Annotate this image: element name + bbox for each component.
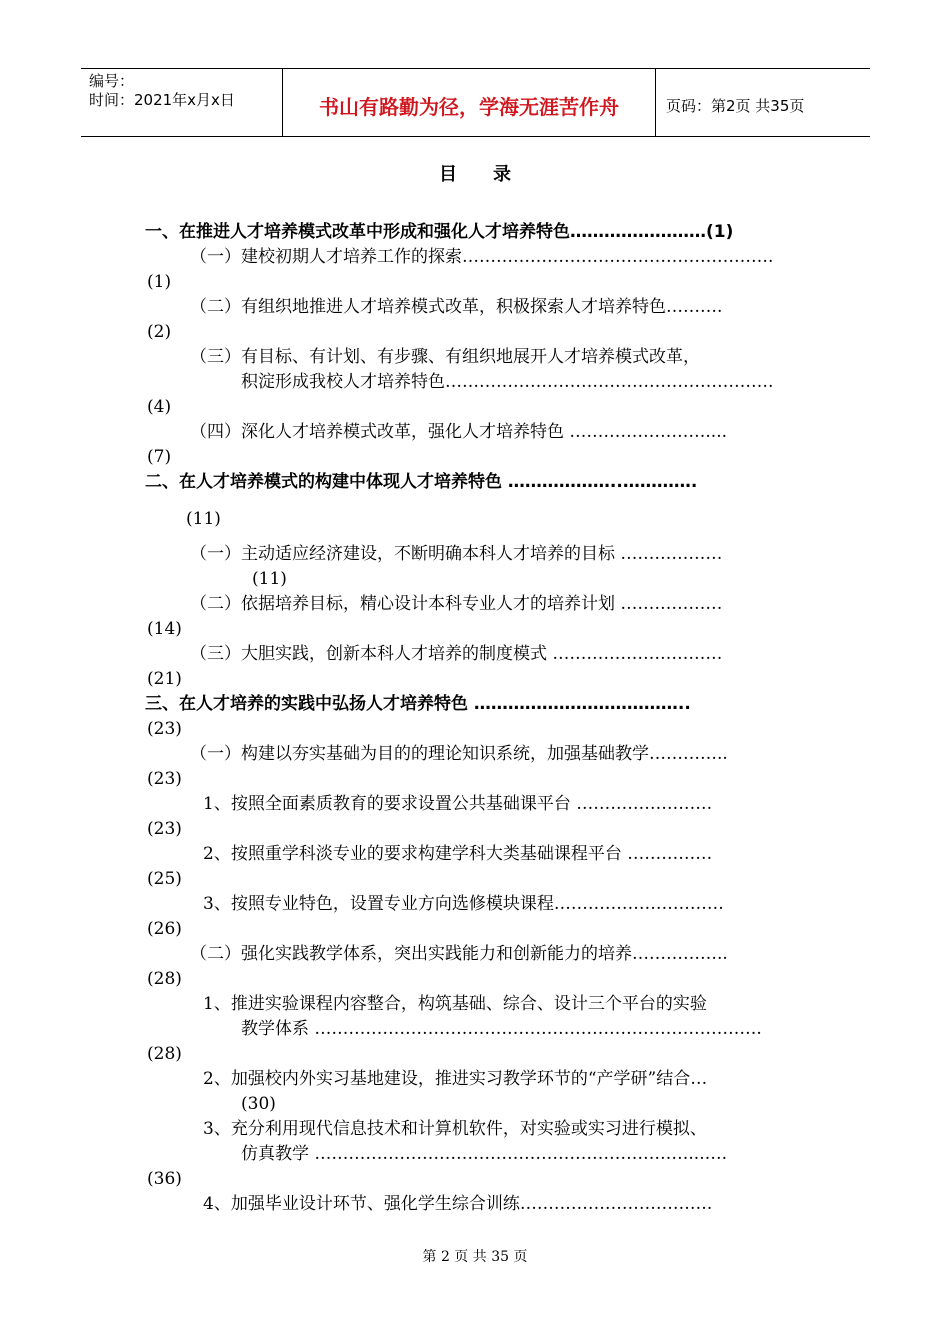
toc-entry: 1、按照全面素质教育的要求设置公共基础课平台 …………………… — [203, 794, 713, 814]
toc-entry: （一）构建以夯实基础为目的的理论知识系统，加强基础教学………….. — [190, 744, 728, 764]
toc-page-number: (25) — [147, 869, 182, 889]
toc-page-number: (23) — [147, 819, 182, 839]
toc-entry: 三、在人才培养的实践中弘扬人才培养特色 ……………………………….. — [145, 694, 691, 714]
toc-entry: （一）主动适应经济建设，不断明确本科人才培养的目标 ……………… — [190, 544, 723, 564]
toc-entry: （二）强化实践教学体系，突出实践能力和创新能力的培养…………….. — [190, 944, 728, 964]
document-number-label: 编号： — [89, 72, 135, 90]
header-page-cell — [656, 69, 870, 136]
toc-page-number: (26) — [147, 919, 182, 939]
toc-page-number: (11) — [252, 569, 287, 589]
toc-entry: （三）有目标、有计划、有步骤、有组织地展开人才培养模式改革， — [190, 347, 700, 367]
toc-entry: 教学体系 ……………………………………………………………………. — [241, 1019, 762, 1039]
toc-page-number: (4) — [147, 397, 172, 417]
toc-entry: 2、按照重学科淡专业的要求构建学科大类基础课程平台 …………… — [203, 844, 713, 864]
toc-title: 目 录 — [439, 164, 511, 185]
header-meta-cell — [81, 69, 283, 136]
toc-entry: （三）大胆实践，创新本科人才培养的制度模式 ………………………… — [190, 644, 723, 664]
toc-entry: 3、按照专业特色，设置专业方向选修模块课程………………………… — [203, 894, 724, 914]
toc-page-number: (36) — [147, 1169, 182, 1189]
toc-entry: 二、在人才培养模式的构建中体现人才培养特色 ………………..…………. — [145, 472, 698, 492]
toc-page-number: (28) — [147, 1044, 182, 1064]
toc-page-number: (7) — [147, 447, 172, 467]
toc-page-number: (28) — [147, 969, 182, 989]
document-time-label: 时间：2021年x月x日 — [89, 91, 235, 109]
page-footer: 第 2 页 共 35 页 — [422, 1249, 528, 1265]
toc-entry: （一）建校初期人才培养工作的探索………………………………………………. — [190, 247, 774, 267]
toc-page-number: (1) — [147, 272, 172, 292]
toc-entry: （四）深化人才培养模式改革，强化人才培养特色 …………………….... — [190, 422, 728, 442]
toc-entry: 2、加强校内外实习基地建设，推进实习教学环节的“产学研”结合… — [203, 1069, 708, 1089]
toc-entry: 仿真教学 …………………………………………………………...…. — [241, 1144, 728, 1164]
toc-entry: （二）依据培养目标，精心设计本科专业人才的培养计划 ……………… — [190, 594, 723, 614]
toc-page-number: (2) — [147, 322, 172, 342]
toc-entry: （二）有组织地推进人才培养模式改革，积极探索人才培养特色………. — [190, 297, 723, 317]
toc-entry: 一、在推进人才培养模式改革中形成和强化人才培养特色……………………(1) — [145, 222, 734, 242]
page-header — [81, 68, 870, 137]
toc-page-number: (23) — [147, 769, 182, 789]
toc-page-number: (14) — [147, 619, 182, 639]
toc-page-number: (21) — [147, 669, 182, 689]
toc-entry: 4、加强毕业设计环节、强化学生综合训练……………………………. — [203, 1194, 713, 1214]
toc-entry: 1、推进实验课程内容整合，构筑基础、综合、设计三个平台的实验 — [203, 994, 707, 1014]
header-page-info: 页码：第2页 共35页 — [666, 97, 805, 115]
toc-entry: 3、充分利用现代信息技术和计算机软件，对实验或实习进行模拟、 — [203, 1119, 707, 1139]
header-motto: 书山有路勤为径，学海无涯苦作舟 — [319, 95, 619, 119]
toc-entry: 积淀形成我校人才培养特色…………………………………………………. — [241, 372, 774, 392]
toc-page-number: (11) — [186, 509, 221, 529]
header-motto-cell — [283, 69, 656, 136]
toc-page-number: (30) — [241, 1094, 276, 1114]
toc-page-number: (23) — [147, 719, 182, 739]
